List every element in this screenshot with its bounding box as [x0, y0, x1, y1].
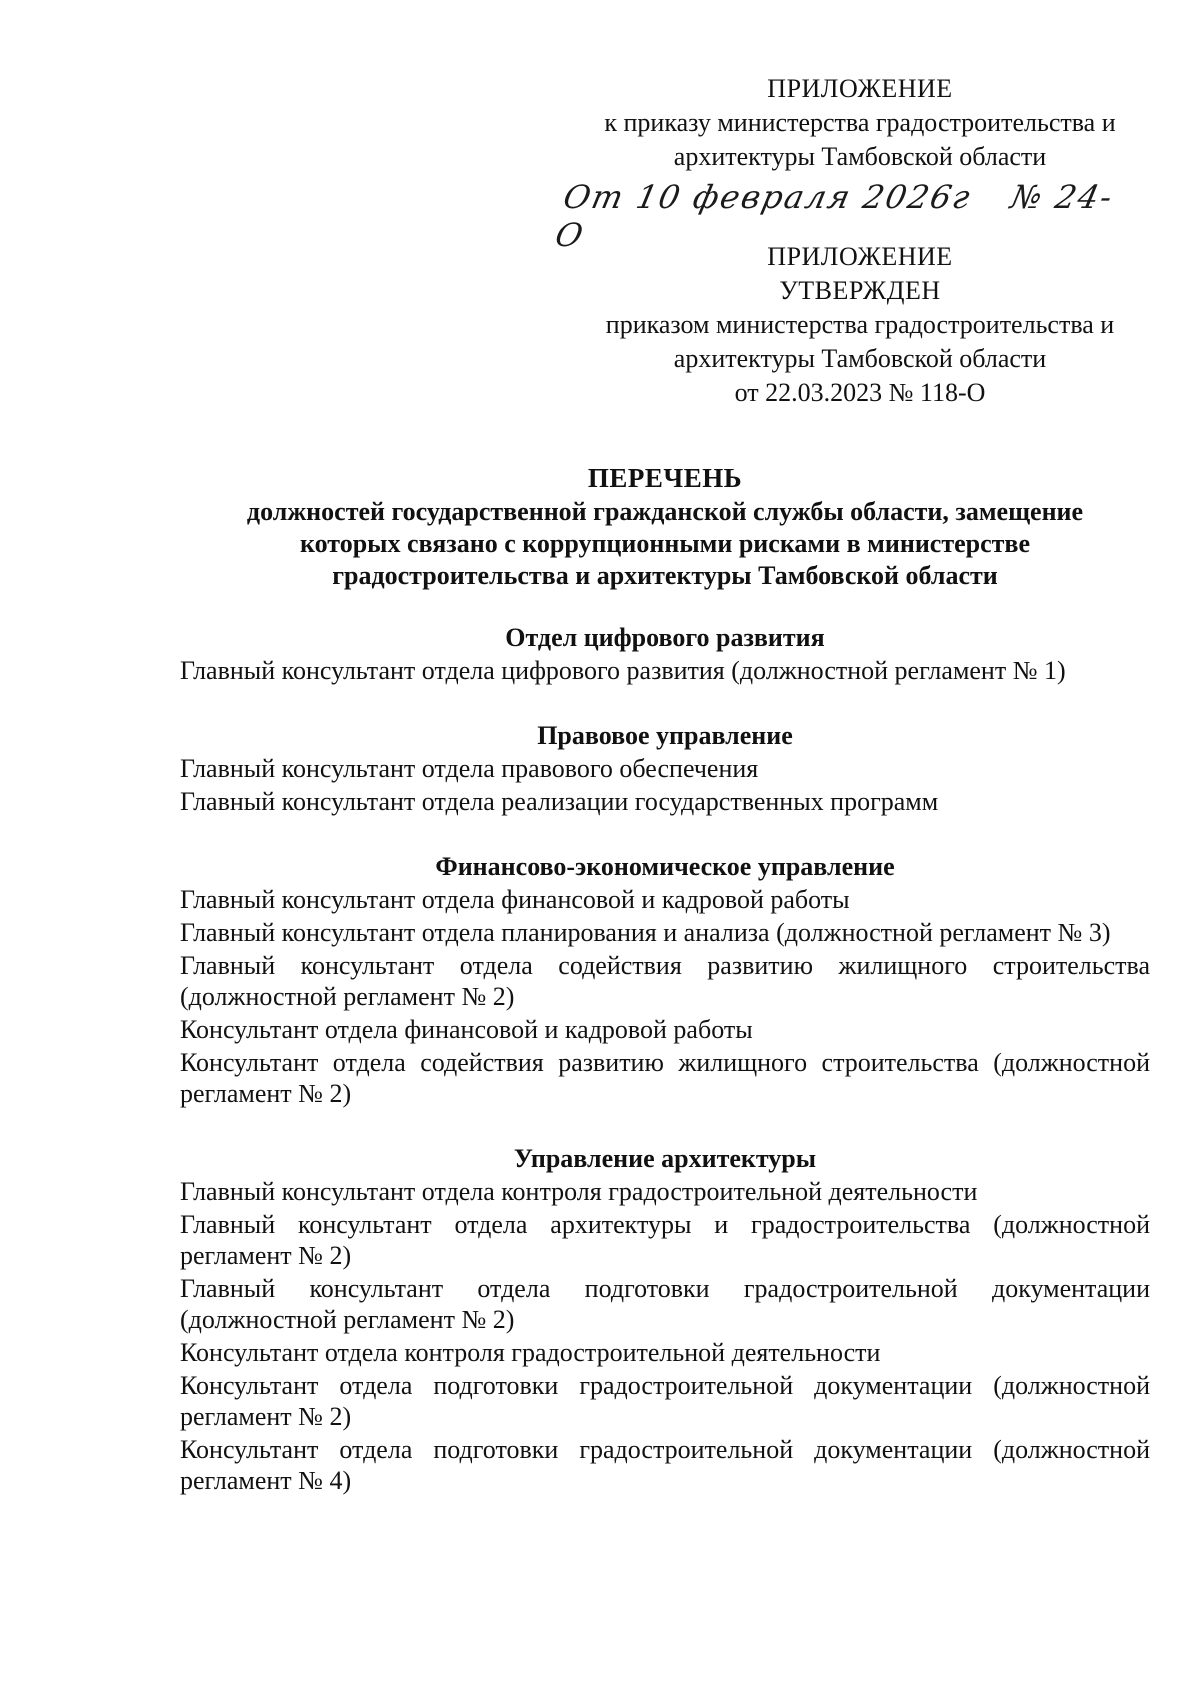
position-item: Главный консультант отдела архитектуры и градостроительства (должностной регламент № 2) — [180, 1210, 1150, 1270]
section-title: Правовое управление — [537, 721, 793, 750]
appendix-title: ПРИЛОЖЕНИЕ — [767, 74, 953, 103]
approved-line: приказом министерства градостроительства и — [605, 310, 1115, 339]
section-title: Отдел цифрового развития — [505, 623, 825, 652]
document-title-line: градостроительства и архитектуры Тамбовской области — [332, 561, 998, 590]
section-title: Финансово-экономическое управление — [435, 852, 895, 881]
document-main-title: ПЕРЕЧЕНЬ — [587, 463, 743, 493]
position-item: Консультант отдела содействия развитию жилищного строительства (должностной регламент № 2) — [180, 1048, 1150, 1108]
position-item: Главный консультант отдела реализации государственных программ — [180, 787, 939, 816]
position-item: Главный консультант отдела подготовки градостроительной документации (должностной регламент № 2) — [180, 1274, 1150, 1334]
section-title: Управление архитектуры — [513, 1144, 817, 1173]
handwritten-date: От 10 февраля 2026г — [560, 178, 976, 216]
position-item: Консультант отдела контроля градостроительной деятельности — [180, 1338, 881, 1367]
appendix-line: к приказу министерства градостроительства и — [604, 108, 1116, 137]
document-title — [180, 462, 1150, 592]
order-appendix-header — [560, 72, 1160, 174]
section-legal — [180, 720, 1150, 817]
approved-label: УТВЕРЖДЕН — [779, 276, 941, 305]
section-architecture — [180, 1143, 1150, 1496]
position-item: Главный консультант отдела содействия развитию жилищного строительства (должностной регламент № 2) — [180, 951, 1150, 1011]
appendix-line: архитектуры Тамбовской области — [673, 142, 1047, 171]
position-item: Главный консультант отдела правового обеспечения — [180, 754, 759, 783]
appendix-title: ПРИЛОЖЕНИЕ — [767, 242, 953, 271]
document-title-line: которых связано с коррупционными рисками в министерстве — [299, 529, 1031, 558]
position-item: Главный консультант отдела контроля градостроительной деятельности — [180, 1177, 978, 1206]
approved-date-number: от 22.03.2023 № 118-О — [734, 378, 986, 407]
position-item: Главный консультант отдела финансовой и кадровой работы — [180, 885, 850, 914]
section-finance-economics — [180, 851, 1150, 1109]
position-item: Консультант отдела финансовой и кадровой работы — [180, 1015, 753, 1044]
approved-line: архитектуры Тамбовской области — [673, 344, 1047, 373]
position-item: Консультант отдела подготовки градостроительной документации (должностной регламент № 4) — [180, 1435, 1150, 1495]
positions-list — [180, 622, 1150, 1530]
position-item: Главный консультант отдела планирования и анализа (должностной регламент № 3) — [180, 918, 1111, 947]
handwritten-number: № 24-О — [551, 178, 1118, 254]
position-item: Главный консультант отдела цифрового развития (должностной регламент № 1) — [180, 656, 1066, 685]
approved-appendix-header — [560, 240, 1160, 410]
section-digital-development — [180, 622, 1150, 686]
document-title-line: должностей государственной гражданской службы области, замещение — [246, 497, 1084, 526]
position-item: Консультант отдела подготовки градостроительной документации (должностной регламент № 2) — [180, 1371, 1150, 1431]
